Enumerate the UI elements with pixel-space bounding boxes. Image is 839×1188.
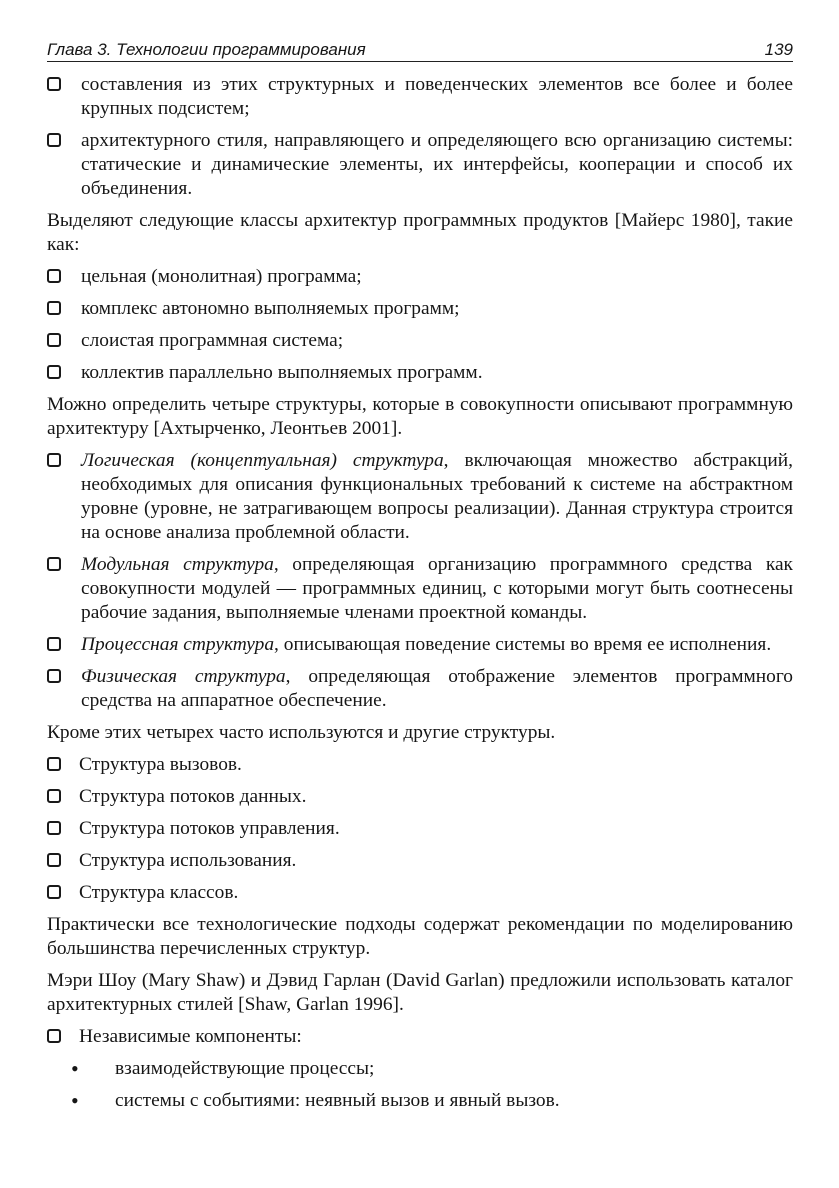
checkbox-bullet-icon	[47, 301, 61, 315]
sub-list-item-text: системы с событиями: неявный вызов и явный вызов.	[115, 1090, 560, 1111]
list-item	[47, 265, 793, 289]
term-description: , определяющая отображение элементов программного средства на аппаратное обеспечение.	[81, 666, 793, 711]
list-item-text: Структура вызовов.	[79, 754, 242, 775]
checkbox-bullet-icon	[47, 821, 61, 835]
list-item	[47, 361, 793, 385]
list-item-text: составления из этих структурных и поведенческих элементов все более и более крупных подсистем;	[81, 74, 793, 119]
paragraph: Кроме этих четырех часто используются и другие структуры.	[47, 722, 556, 743]
checkbox-bullet-icon	[47, 637, 61, 651]
term-italic: Физическая структура	[81, 666, 286, 687]
checkbox-bullet-icon	[47, 853, 61, 867]
checkbox-bullet-icon	[47, 757, 61, 771]
sub-list-item-text: взаимодействующие процессы;	[115, 1058, 375, 1079]
list-item-text: Структура классов.	[79, 882, 239, 903]
list-item	[47, 1025, 793, 1049]
sub-list-item	[71, 1089, 793, 1113]
bullet-dot-icon: •	[71, 1088, 79, 1113]
list-item	[47, 329, 793, 353]
list-item-text: коллектив параллельно выполняемых программ.	[81, 362, 483, 383]
list-item	[47, 73, 793, 121]
paragraph: Выделяют следующие классы архитектур программных продуктов [Майерс 1980], такие как:	[47, 210, 793, 255]
paragraph: Можно определить четыре структуры, которые в совокупности описывают программную архитектуру [Ахтырченко, Леонтьев 2001].	[47, 394, 793, 439]
list-item	[47, 449, 793, 545]
page-body	[47, 73, 793, 1113]
list-item-text: слоистая программная система;	[81, 330, 344, 351]
list-item-text: Структура использования.	[79, 850, 297, 871]
term-italic: Модульная структура	[81, 554, 274, 575]
term-description: , описывающая поведение системы во время ее исполнения.	[274, 634, 772, 655]
list-item	[47, 753, 793, 777]
list-item	[47, 849, 793, 873]
term-description: , включающая множество абстракций, необходимых для описания функциональных требований к системе на абстрактном уровне (уровне, не затрагивающем вопросы реализации). Данная структура строится на основе анализа проблемной области.	[81, 450, 793, 543]
book-page	[47, 40, 793, 1121]
sub-list-item	[71, 1057, 793, 1081]
checkbox-bullet-icon	[47, 557, 61, 571]
checkbox-bullet-icon	[47, 77, 61, 91]
list-item	[47, 665, 793, 713]
term-description: , определяющая организацию программного средства как совокупности модулей — программных единиц, с которыми могут быть соотнесены рабочие задания, выполняемые членами проектной команды.	[81, 554, 793, 623]
list-item	[47, 633, 793, 657]
list-item-text	[81, 553, 793, 625]
list-item	[47, 817, 793, 841]
checkbox-bullet-icon	[47, 885, 61, 899]
list-item-text: Независимые компоненты:	[79, 1026, 302, 1047]
chapter-title: Глава 3. Технологии программирования	[47, 40, 366, 59]
list-item-text	[81, 665, 793, 713]
checkbox-bullet-icon	[47, 133, 61, 147]
bullet-dot-icon: •	[71, 1056, 79, 1081]
term-italic: Процессная структура	[81, 634, 275, 655]
list-item	[47, 129, 793, 201]
checkbox-bullet-icon	[47, 1029, 61, 1043]
list-item	[47, 297, 793, 321]
term-italic: Логическая (концептуальная) структура	[81, 450, 444, 471]
list-item-text	[81, 633, 793, 657]
checkbox-bullet-icon	[47, 333, 61, 347]
checkbox-bullet-icon	[47, 365, 61, 379]
list-item	[47, 881, 793, 905]
page-number: 139	[764, 40, 793, 59]
checkbox-bullet-icon	[47, 789, 61, 803]
list-item-text: архитектурного стиля, направляющего и определяющего всю организацию системы: статические и динамические элементы, их интерфейсы, кооперации и способ их объединения.	[81, 130, 793, 199]
list-item-text: комплекс автономно выполняемых программ;	[81, 298, 460, 319]
list-item-text: цельная (монолитная) программа;	[81, 266, 362, 287]
checkbox-bullet-icon	[47, 269, 61, 283]
list-item	[47, 785, 793, 809]
list-item	[47, 553, 793, 625]
paragraph: Мэри Шоу (Mary Shaw) и Дэвид Гарлан (David Garlan) предложили использовать каталог архитектурных стилей [Shaw, Garlan 1996].	[47, 970, 793, 1015]
list-item-text: Структура потоков данных.	[79, 786, 307, 807]
checkbox-bullet-icon	[47, 669, 61, 683]
checkbox-bullet-icon	[47, 453, 61, 467]
running-header	[47, 40, 793, 62]
paragraph: Практически все технологические подходы содержат рекомендации по моделированию большинства перечисленных структур.	[47, 914, 793, 959]
list-item-text: Структура потоков управления.	[79, 818, 340, 839]
list-item-text	[81, 449, 793, 545]
